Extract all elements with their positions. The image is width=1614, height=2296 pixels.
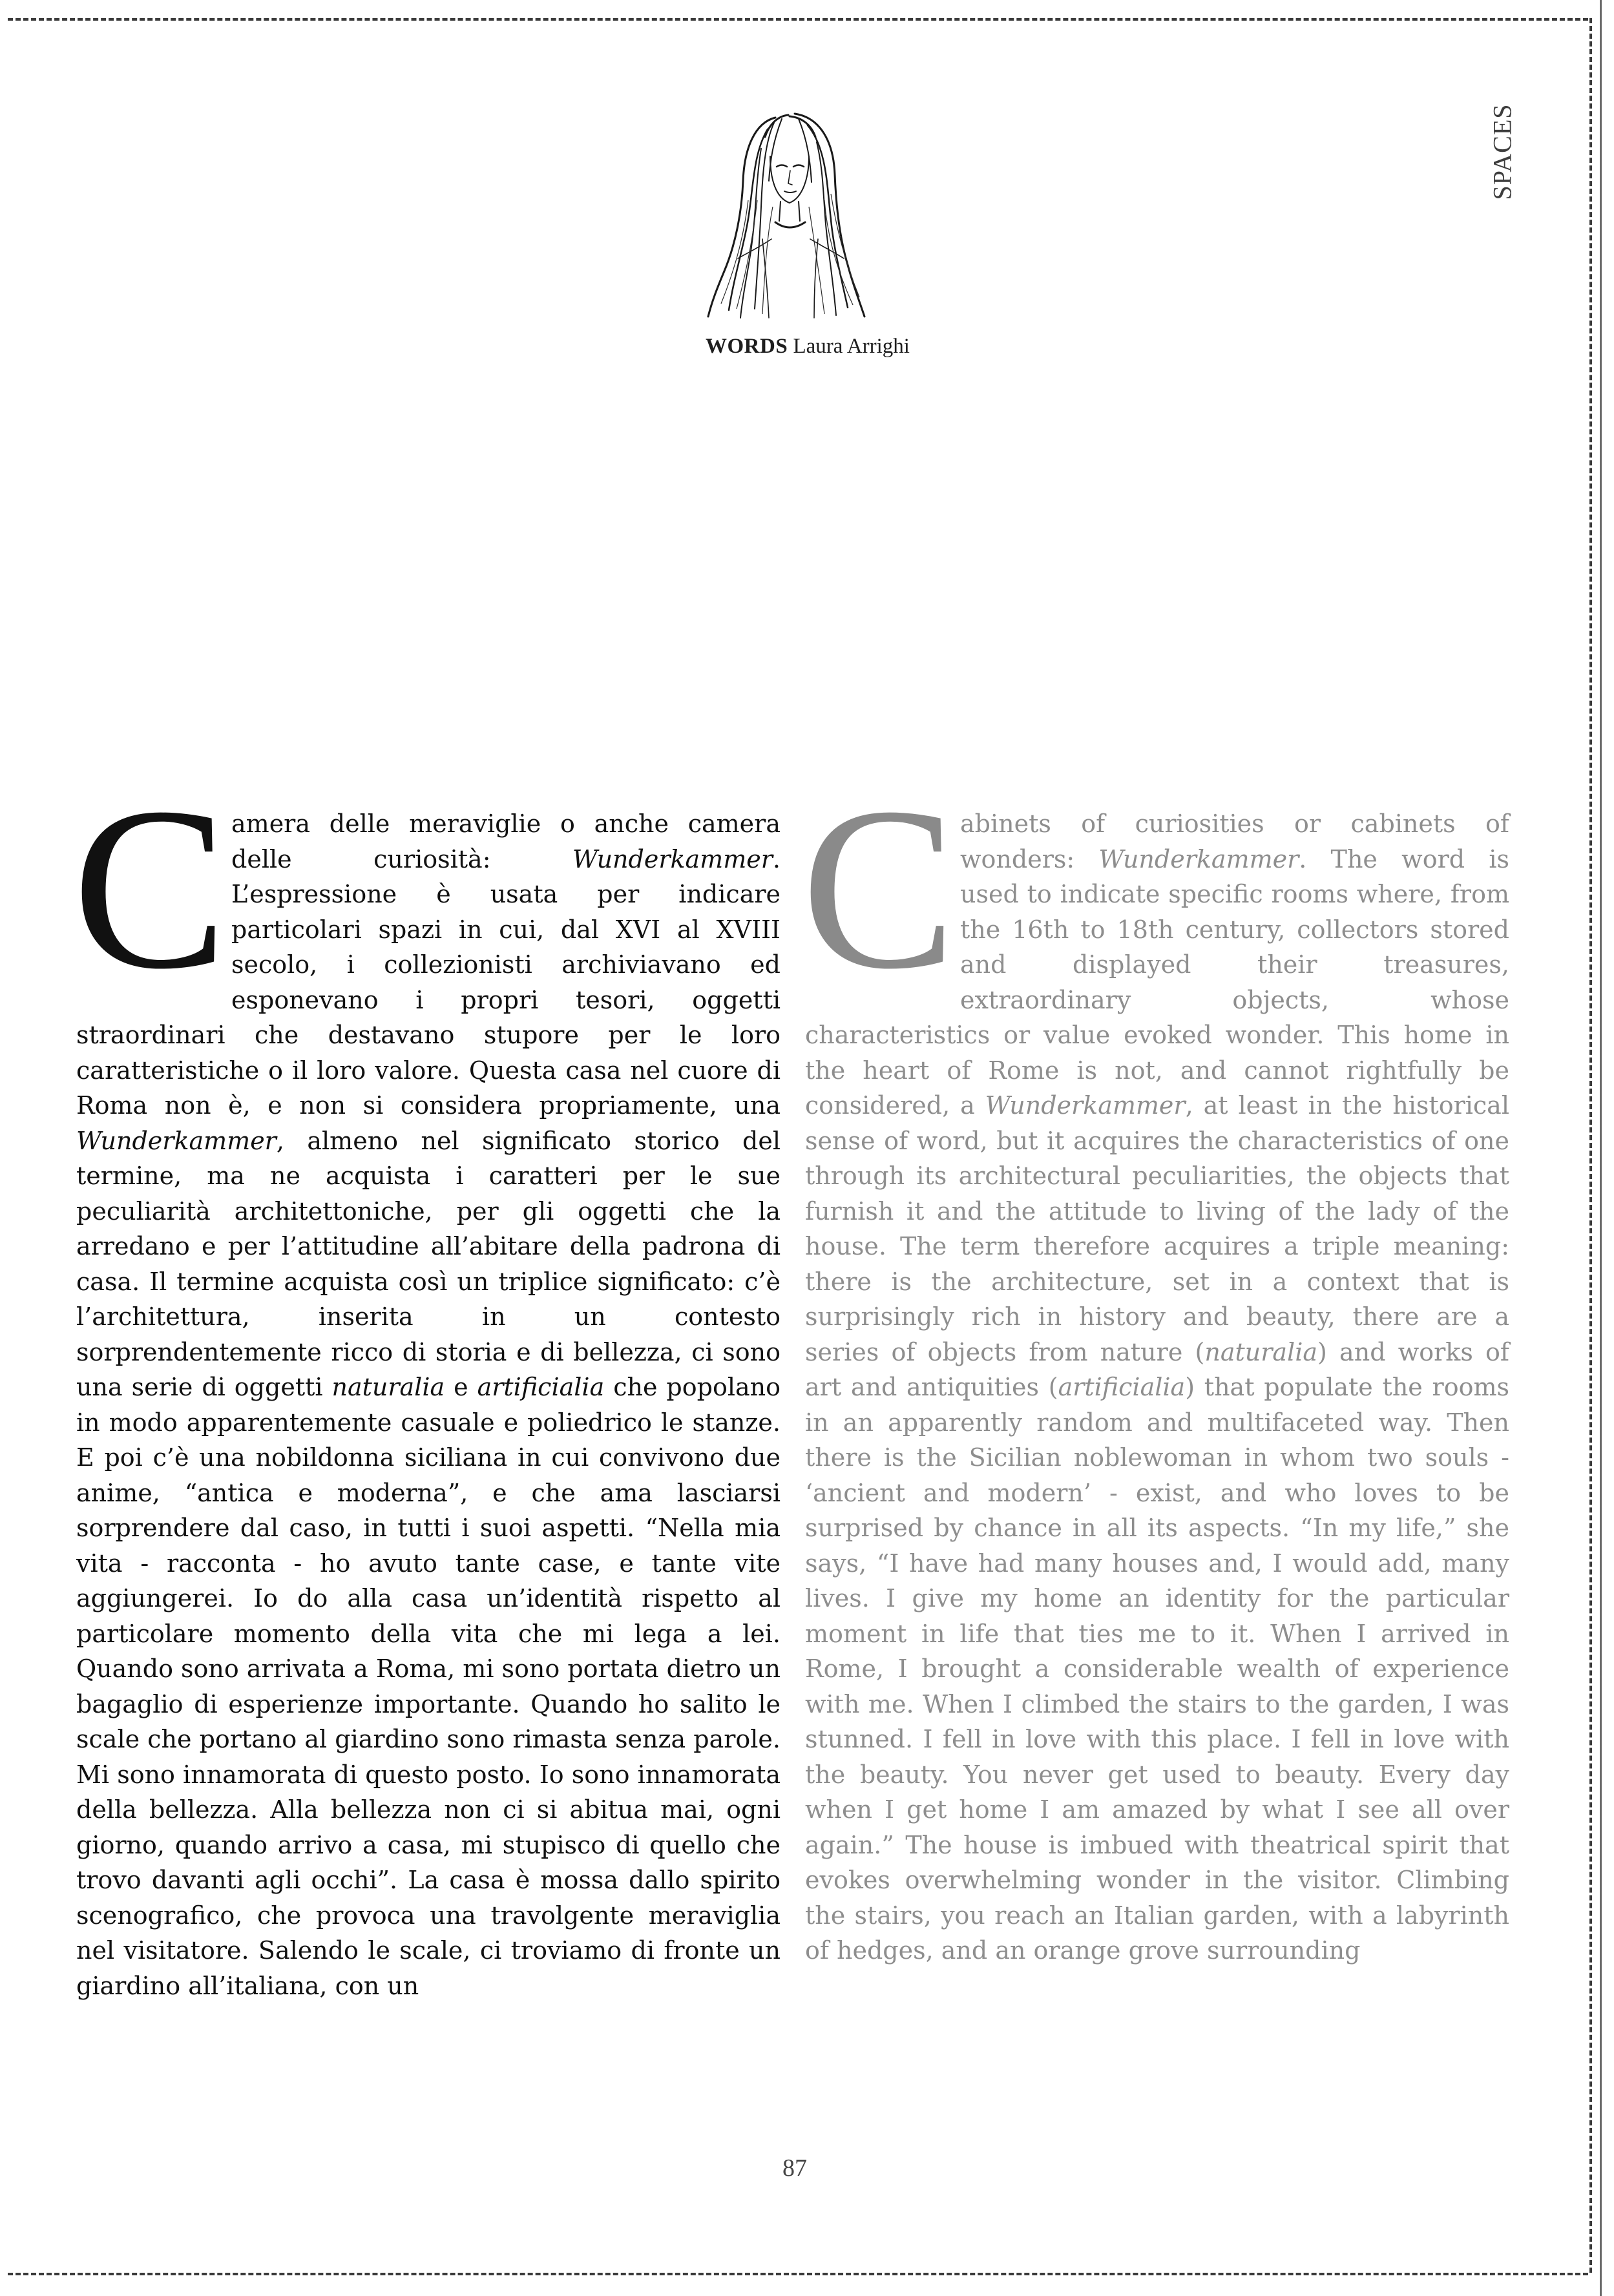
byline-author: Laura Arrighi xyxy=(793,335,910,358)
page-edge xyxy=(1600,0,1602,2296)
byline-label: WORDS xyxy=(706,335,788,358)
crop-border-right xyxy=(1589,18,1592,2273)
article-column-italian xyxy=(72,759,781,2003)
crop-border-top xyxy=(8,18,1588,21)
page-number: 87 xyxy=(782,2155,807,2182)
paragraph-english: abinets of curiosities or cabinets of wonders: Wunderkammer. The word is used to indicate specific rooms where, from the 16th to 18th century, collectors stored and displayed their treasures, extraordinary objects, whose characteristics or value evoked wonder. This home in the heart of Rome is not, and cannot rightfully be considered, a Wunderkammer, at least in the historical sense of word, but it acquires the characteristics of one through its architectural peculiarities, the objects that furnish it and the attitude to living of the lady of the house. The term therefore acquires a triple meaning: there is the architecture, set in a context that is surprisingly rich in history and beauty, there are a series of objects from nature (naturalia) and works of art and antiquities (artificialia) that populate the rooms in an apparently random and multifaceted way. Then there is the Sicilian noblewoman in whom two souls - ‘ancient and modern’ - exist, and who loves to be surprised by chance in all its aspects. “In my life,” she says, “I have had many houses and, I would add, many lives. I give my home an identity for the particular moment in life that ties me to it. When I arrived in Rome, I brought a considerable wealth of experience with me. When I climbed the stairs to the garden, I was stunned. I fell in love with this place. I fell in love with the beauty. You never get used to beauty. Every day when I get home I am amazed by what I see all over again.” The house is imbued with theatrical spirit that evokes overwhelming wonder in the visitor. Climbing the stairs, you reach an Italian garden, with a labyrinth of hedges, and an orange grove surrounding xyxy=(805,809,1509,1965)
drop-cap-italian: C xyxy=(72,759,228,1017)
section-label: SPACES xyxy=(1487,103,1517,200)
author-portrait-illustration xyxy=(698,103,885,323)
byline xyxy=(685,335,930,359)
drop-cap-english: C xyxy=(801,759,957,1017)
crop-border-bottom xyxy=(8,2273,1588,2275)
article-column-english xyxy=(801,759,1509,1968)
paragraph-italian: amera delle meraviglie o anche camera delle curiosità: Wunderkammer. L’espressione è usata per indicare particolari spazi in cui, dal XVI al XVIII secolo, i collezionisti archiviavano ed esponevano i propri tesori, oggetti straordinari che destavano stupore per le loro caratteristiche o il loro valore. Questa casa nel cuore di Roma non è, e non si considera propriamente, una Wunderkammer, almeno nel significato storico del termine, ma ne acquista i caratteri per le sue peculiarità architettoniche, per gli oggetti che la arredano e per l’attitudine all’abitare della padrona di casa. Il termine acquista così un triplice significato: c’è l’architettura, inserita in un contesto sorprendentemente ricco di storia e di bellezza, ci sono una serie di oggetti naturalia e artificialia che popolano in modo apparentemente casuale e poliedrico le stanze. E poi c’è una nobildonna siciliana in cui convivono due anime, “antica e moderna”, e che ama lasciarsi sorprendere dal caso, in tutti i suoi aspetti. “Nella mia vita - racconta - ho avuto tante case, e tante vite aggiungerei. Io do alla casa un’identità rispetto al particolare momento della vita che mi lega a lei. Quando sono arrivata a Roma, mi sono portata dietro un bagaglio di esperienze importante. Quando ho salito le scale che portano al giardino sono rimasta senza parole. Mi sono innamorata di questo posto. Io sono innamorata della bellezza. Alla bellezza non ci si abitua mai, ogni giorno, quando arrivo a casa, mi stupisco di quello che trovo davanti agli occhi”. La casa è mossa dallo spirito scenografico, che provoca una travolgente meraviglia nel visitatore. Salendo le scale, ci troviamo di fronte un giardino all’italiana, con un xyxy=(76,809,781,2000)
